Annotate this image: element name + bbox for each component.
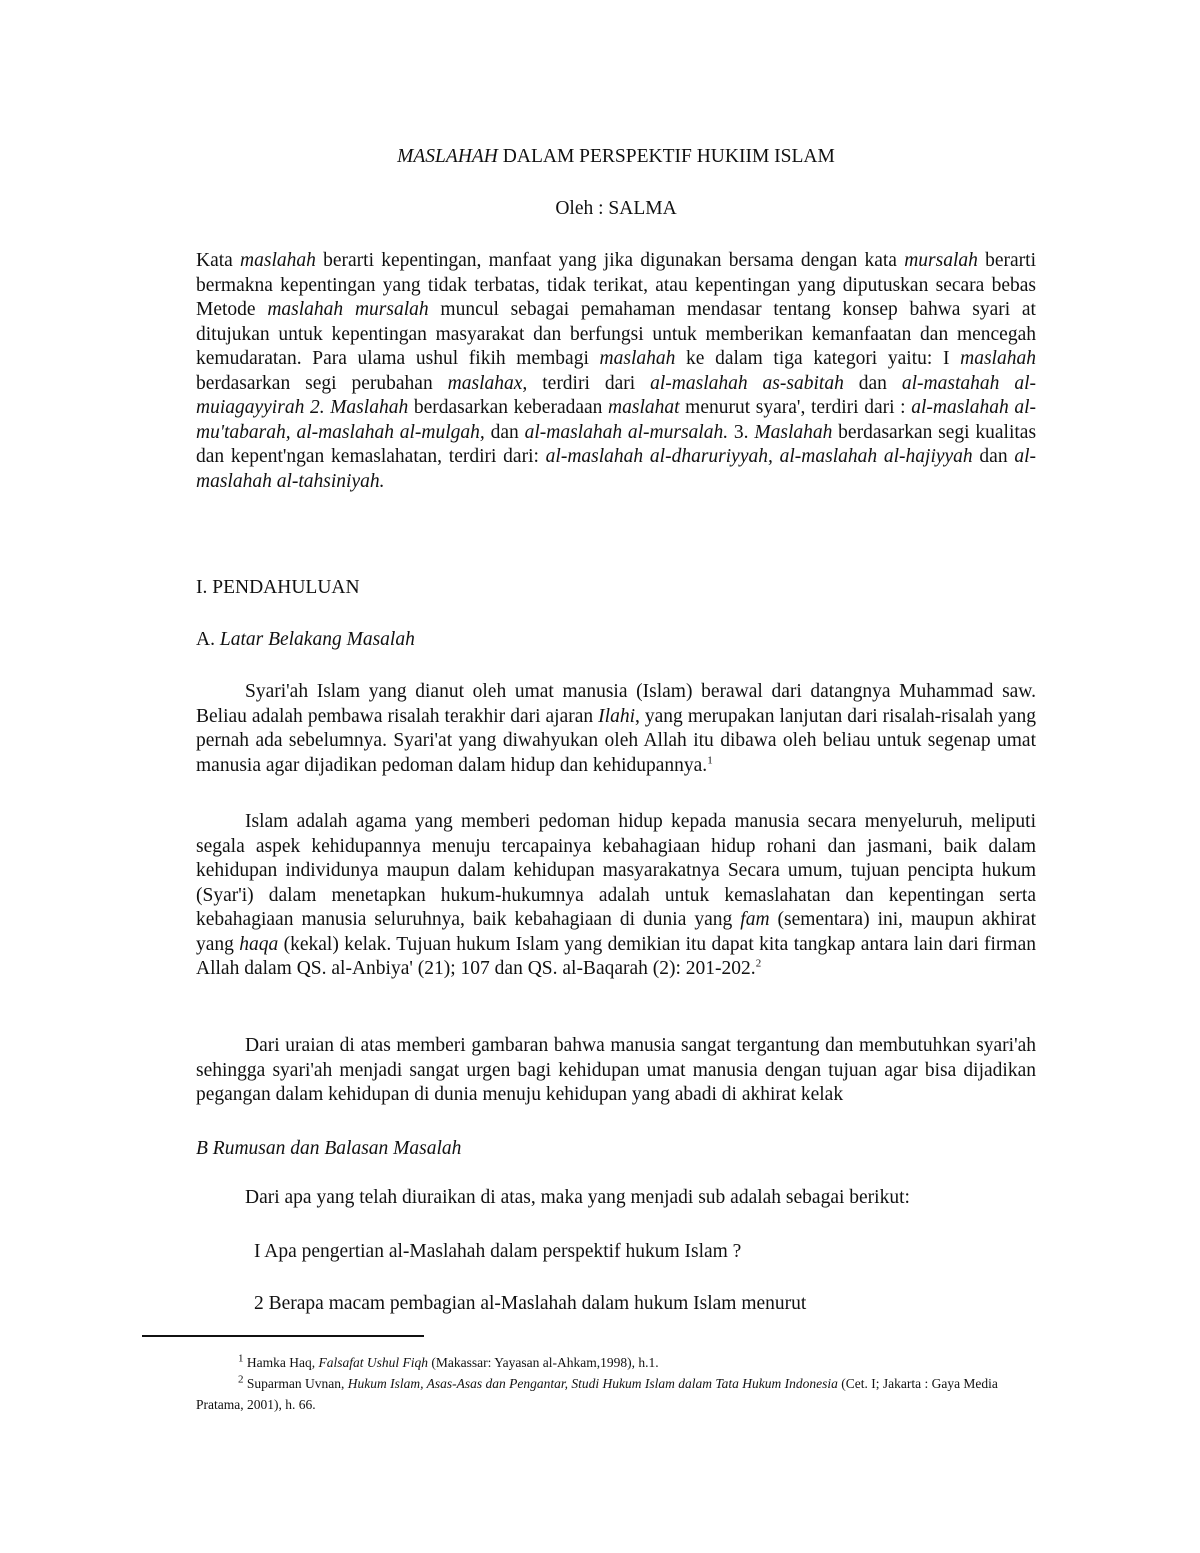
italic-run: maslahah [240,250,316,271]
text-run: Kata [196,250,241,271]
text-run: dan [484,421,525,443]
italic-run: maslahax, [447,372,528,394]
italic-run: maslahah [599,348,676,369]
text-run: menurut syara', terdiri dari : [679,397,912,418]
paragraph-1-text [196,681,1036,776]
text-run: Suparman Uvnan, [243,1376,348,1391]
subsection-b-label: B Rumusan dan Balasan Masalah [196,1138,462,1159]
paragraph-3: Dari uraian di atas memberi gambaran bahwa manusia sangat tergantung dan membutuhkan syari'ah sehingga syari'ah menjadi sangat urgen bagi kehidupan umat manusia dengan tujuan agar bisa dijadikan pegangan dalam kehidupan di dunia menuju kehidupan yang abadi di akhirat kelak [196,1035,1036,1105]
document-title [196,145,1036,170]
italic-run: al-maslahah al-dharuriyyah, al-maslahah al-hajiyyah [545,446,973,467]
text-run: muncul sebagai pemahaman mendasar tentang konsep bahwa syari at ditujukan untuk kepentingan masyarakat dan berfungsi untuk memberikan kemanfaatan dan mencegah kemudaratan. Para ulama ushul fikih membagi [196,299,1036,369]
footnote-ref-2[interactable]: 2 [755,957,762,970]
subsection-a-label: Latar Belakang Masalah [219,629,415,650]
text-run: berdasarkan segi kualitas dan kepent'ngan kemaslahatan, terdiri dari: [196,421,1037,467]
question-2: 2 Berapa macam pembagian al-Maslahah dalam hukum Islam menurut [254,1293,807,1314]
footnote-1-text [244,1355,659,1370]
italic-run: al-maslahah al-mursalah. [524,421,729,443]
abstract-paragraph [196,249,1036,494]
paragraph-2 [196,810,1036,982]
paragraph-4: Dari apa yang telah diuraikan di atas, maka yang menjadi sub adalah sebagai berikut: [245,1187,910,1208]
italic-run: Ilahi [598,705,636,727]
italic-run: Maslahah [754,421,833,443]
title-rest: DALAM PERSPEKTIF HUKIIM ISLAM [497,146,835,167]
footnote-separator [142,1335,424,1337]
italic-run: fam [740,909,770,930]
text-run: , yang merupakan lanjutan dari risalah-risalah yang pernah ada sebelumnya. Syari'at yang diwahyukan oleh Allah itu dibawa oleh beliau untuk segenap umat manusia agar dijadikan pedoman dalam hidup dan kehidupannya. [196,705,1036,776]
text-run: berarti kepentingan, manfaat yang jika digunakan bersama dengan kata [315,250,905,271]
section-heading: I. PENDAHULUAN [196,577,360,598]
footnote-2 [196,1373,1036,1415]
text-run: berdasarkan segi perubahan [196,372,448,394]
text-run: terdiri dari [527,372,651,394]
author-line: Oleh : SALMA [555,198,677,219]
subsection-a-prefix: A. [196,629,220,650]
italic-run: al-maslahah al-tahsiniyah. [196,446,1036,492]
text-run: dan [972,446,1015,467]
italic-run: maslahah mursalah [267,299,429,320]
question-1: I Apa pengertian al-Maslahah dalam perspektif hukum Islam ? [254,1241,742,1262]
footnote-1-mark: 1 [238,1352,244,1365]
italic-run: al-maslahah al-mu'tabarah, al-maslahah al-mulgah, [196,397,1036,443]
abstract [196,249,1036,494]
text-run: Syari'ah Islam yang dianut oleh umat manusia (Islam) berawal dari datangnya Muhammad saw. Beliau adalah pembawa risalah terakhir dari ajaran [196,681,1036,727]
text-run: berdasarkan keberadaan [408,397,609,418]
text-run: Hamka Haq, [243,1355,319,1370]
italic-run: maslahah [960,348,1036,369]
italic-run: al-mastahah al-muiagayyirah 2. Maslahah [196,372,1037,418]
subsection-heading-b [196,1137,461,1162]
text-run: Islam adalah agama yang memberi pedoman hidup kepada manusia secara menyeluruh, meliputi segala aspek kehidupannya menuju tercapainya kebahagiaan hidup rohani dan jasmani, baik dalam kehidupan individunya maupun dalam kehidupan masyarakatnya Secara umum, tujuan pencipta hukum (Syar'i) dalam menetapkan hukum-hukumnya adalah untuk kemaslahatan dan kepentingan serta kebahagiaan manusia seluruhnya, baik kebahagiaan di dunia yang [196,811,1036,930]
footnotes [196,1352,1036,1415]
title-italic: MASLAHAH [397,146,498,167]
italic-run: mursalah [904,250,978,271]
footnote-ref-1[interactable]: 1 [707,754,713,766]
italic-run: Falsafat Ushul Fiqh [318,1355,428,1370]
italic-run: al-maslahah as-sabitah [650,372,844,394]
text-run: 3. [728,421,755,443]
italic-run: maslahat [608,397,680,418]
footnote-1 [196,1352,1036,1373]
paragraph-2-text [196,811,1036,979]
subsection-heading-a [196,628,415,653]
italic-run: Hukum Islam, Asas-Asas dan Pengantar, Studi Hukum Islam dalam Tata Hukum Indonesia [347,1376,838,1391]
text-run: dan [843,372,902,394]
text-run: (sementara) ini, maupun akhirat yang [196,909,1036,955]
text-run: (Cet. I; Jakarta : Gaya Media Pratama, 2001), h. 66. [196,1376,998,1412]
text-run: ke dalam tiga kategori yaitu: I [675,348,961,369]
footnote-2-text [196,1373,998,1412]
text-run: (kekal) kelak. Tujuan hukum Islam yang demikian itu dapat kita tangkap antara lain dari firman Allah dalam QS. al-Anbiya' (21); 107 dan QS. al-Baqarah (2): 201-202. [196,933,1036,979]
text-run: berarti bermakna kepentingan yang tidak terbatas, tidak terikat, atau kepentingan yang diputuskan secara bebas Metode [196,250,1036,320]
paragraph-1 [196,680,1036,778]
italic-run: haqa [239,933,279,955]
footnote-2-mark: 2 [238,1373,244,1386]
text-run: (Makassar: Yayasan al-Ahkam,1998), h.1. [428,1355,659,1370]
